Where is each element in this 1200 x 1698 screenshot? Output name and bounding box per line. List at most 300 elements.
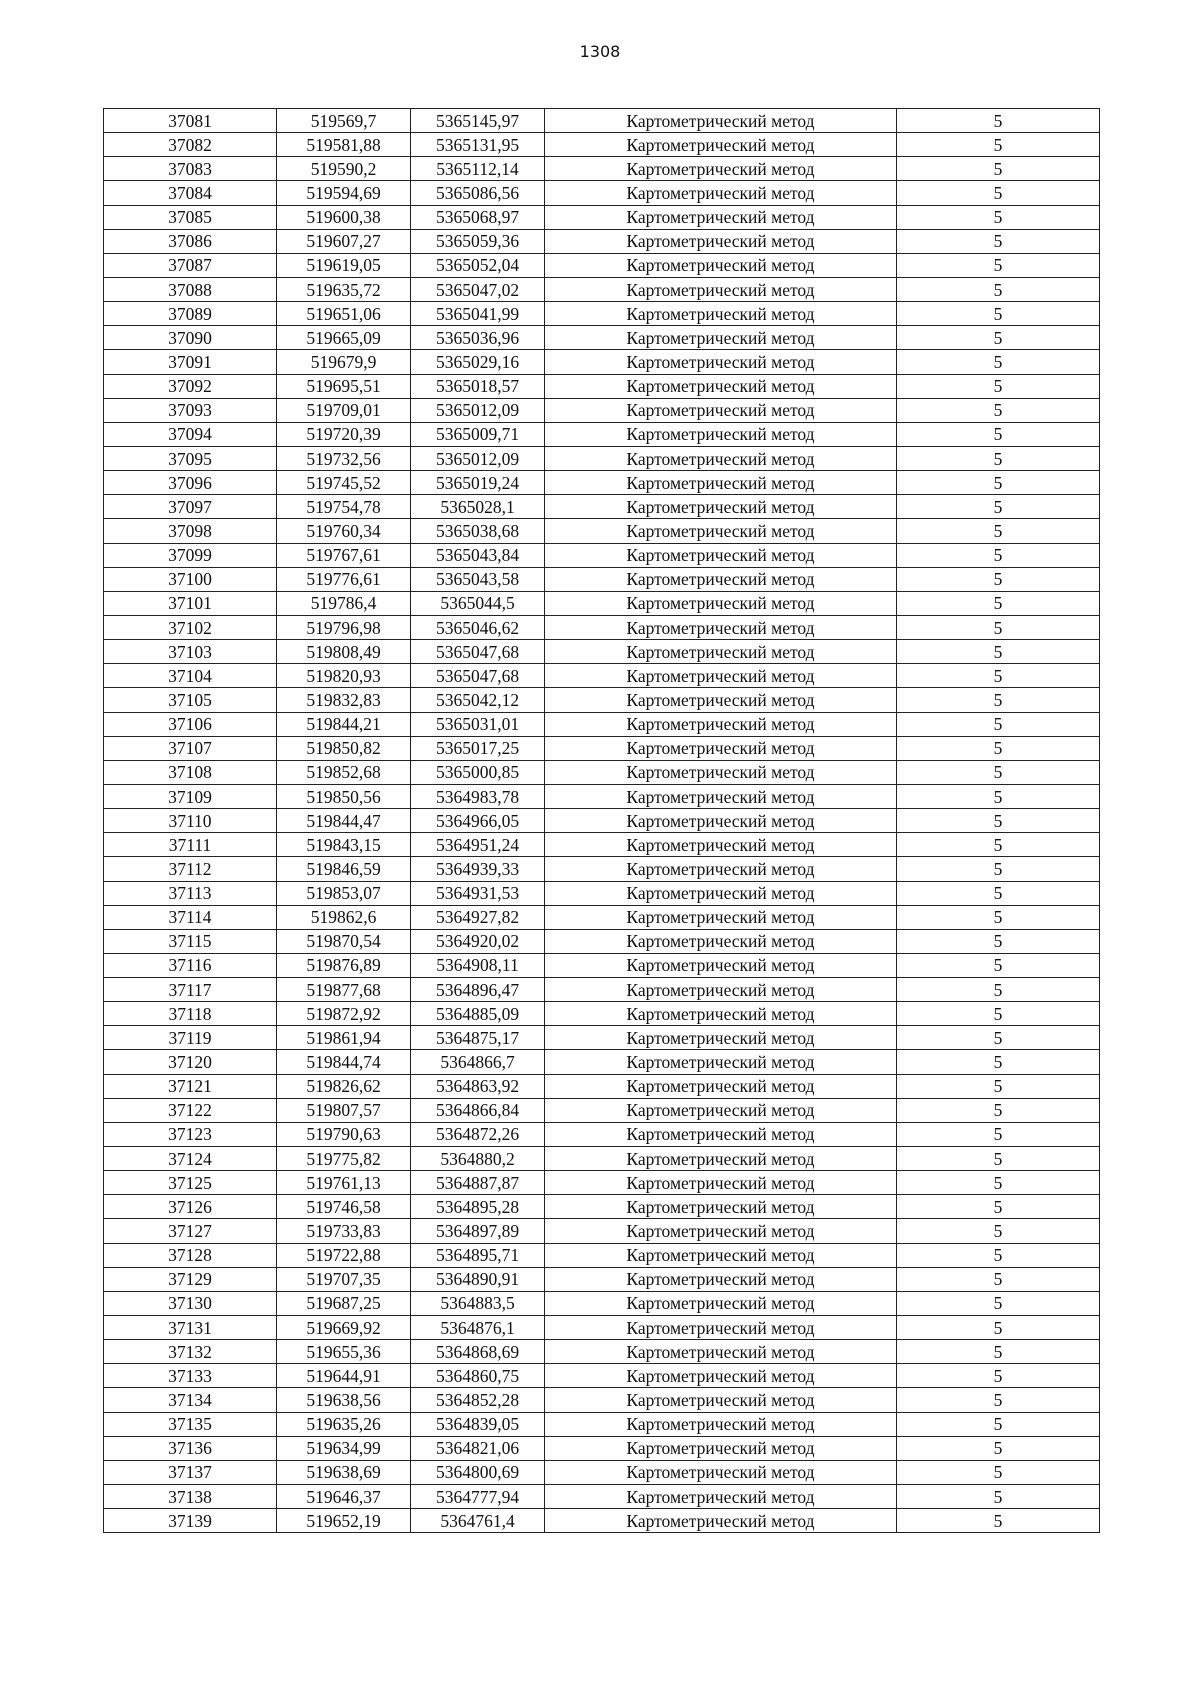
table-row [104,567,1100,591]
x-coordinate-cell: 519594,69 [277,181,411,205]
x-coordinate-cell: 519679,9 [277,350,411,374]
y-coordinate-cell: 5365042,12 [411,688,545,712]
accuracy-cell: 5 [897,736,1100,760]
x-coordinate-cell: 519852,68 [277,760,411,784]
y-coordinate-cell: 5365043,84 [411,543,545,567]
point-number-cell: 37118 [104,1002,277,1026]
method-cell: Картометрический метод [545,1243,897,1267]
y-coordinate-cell: 5364866,84 [411,1098,545,1122]
method-cell: Картометрический метод [545,953,897,977]
accuracy-cell: 5 [897,1219,1100,1243]
table-row [104,519,1100,543]
method-cell: Картометрический метод [545,446,897,470]
y-coordinate-cell: 5365145,97 [411,109,545,133]
table-row [104,326,1100,350]
point-number-cell: 37117 [104,978,277,1002]
point-number-cell: 37089 [104,302,277,326]
accuracy-cell: 5 [897,229,1100,253]
point-number-cell: 37127 [104,1219,277,1243]
table-row [104,978,1100,1002]
accuracy-cell: 5 [897,978,1100,1002]
x-coordinate-cell: 519687,25 [277,1291,411,1315]
accuracy-cell: 5 [897,760,1100,784]
table-row [104,109,1100,133]
point-number-cell: 37119 [104,1026,277,1050]
method-cell: Картометрический метод [545,326,897,350]
table-row [104,181,1100,205]
table-row [104,1291,1100,1315]
y-coordinate-cell: 5364800,69 [411,1460,545,1484]
point-number-cell: 37133 [104,1364,277,1388]
y-coordinate-cell: 5365047,68 [411,664,545,688]
point-number-cell: 37109 [104,784,277,808]
accuracy-cell: 5 [897,1195,1100,1219]
accuracy-cell: 5 [897,1267,1100,1291]
table-row [104,833,1100,857]
point-number-cell: 37125 [104,1171,277,1195]
y-coordinate-cell: 5365052,04 [411,253,545,277]
x-coordinate-cell: 519638,69 [277,1460,411,1484]
point-number-cell: 37082 [104,133,277,157]
y-coordinate-cell: 5364983,78 [411,784,545,808]
y-coordinate-cell: 5364866,7 [411,1050,545,1074]
method-cell: Картометрический метод [545,302,897,326]
point-number-cell: 37123 [104,1122,277,1146]
table-row [104,543,1100,567]
accuracy-cell: 5 [897,1460,1100,1484]
x-coordinate-cell: 519581,88 [277,133,411,157]
accuracy-cell: 5 [897,1026,1100,1050]
table-row [104,664,1100,688]
method-cell: Картометрический метод [545,1388,897,1412]
accuracy-cell: 5 [897,1050,1100,1074]
y-coordinate-cell: 5365041,99 [411,302,545,326]
method-cell: Картометрический метод [545,1291,897,1315]
accuracy-cell: 5 [897,833,1100,857]
x-coordinate-cell: 519634,99 [277,1436,411,1460]
method-cell: Картометрический метод [545,277,897,301]
table-row [104,881,1100,905]
x-coordinate-cell: 519665,09 [277,326,411,350]
point-number-cell: 37096 [104,471,277,495]
point-number-cell: 37088 [104,277,277,301]
y-coordinate-cell: 5365017,25 [411,736,545,760]
y-coordinate-cell: 5364761,4 [411,1509,545,1533]
x-coordinate-cell: 519807,57 [277,1098,411,1122]
accuracy-cell: 5 [897,1074,1100,1098]
x-coordinate-cell: 519767,61 [277,543,411,567]
y-coordinate-cell: 5364908,11 [411,953,545,977]
x-coordinate-cell: 519853,07 [277,881,411,905]
table-row [104,253,1100,277]
point-number-cell: 37106 [104,712,277,736]
method-cell: Картометрический метод [545,181,897,205]
accuracy-cell: 5 [897,1388,1100,1412]
method-cell: Картометрический метод [545,157,897,181]
point-number-cell: 37091 [104,350,277,374]
point-number-cell: 37084 [104,181,277,205]
point-number-cell: 37083 [104,157,277,181]
method-cell: Картометрический метод [545,422,897,446]
y-coordinate-cell: 5364931,53 [411,881,545,905]
x-coordinate-cell: 519733,83 [277,1219,411,1243]
method-cell: Картометрический метод [545,760,897,784]
point-number-cell: 37095 [104,446,277,470]
y-coordinate-cell: 5365036,96 [411,326,545,350]
table-row [104,688,1100,712]
method-cell: Картометрический метод [545,253,897,277]
table-row [104,857,1100,881]
table-row [104,1147,1100,1171]
table-row [104,1460,1100,1484]
table-row [104,1316,1100,1340]
table-row [104,784,1100,808]
y-coordinate-cell: 5364887,87 [411,1171,545,1195]
table-row [104,1267,1100,1291]
method-cell: Картометрический метод [545,519,897,543]
accuracy-cell: 5 [897,374,1100,398]
x-coordinate-cell: 519746,58 [277,1195,411,1219]
table-row [104,1074,1100,1098]
method-cell: Картометрический метод [545,398,897,422]
method-cell: Картометрический метод [545,905,897,929]
point-number-cell: 37135 [104,1412,277,1436]
table-row [104,615,1100,639]
point-number-cell: 37131 [104,1316,277,1340]
point-number-cell: 37124 [104,1147,277,1171]
method-cell: Картометрический метод [545,1026,897,1050]
accuracy-cell: 5 [897,1098,1100,1122]
x-coordinate-cell: 519655,36 [277,1340,411,1364]
table-row [104,1171,1100,1195]
y-coordinate-cell: 5365047,02 [411,277,545,301]
table-row [104,350,1100,374]
point-number-cell: 37111 [104,833,277,857]
point-number-cell: 37081 [104,109,277,133]
y-coordinate-cell: 5364951,24 [411,833,545,857]
accuracy-cell: 5 [897,857,1100,881]
accuracy-cell: 5 [897,1316,1100,1340]
accuracy-cell: 5 [897,109,1100,133]
point-number-cell: 37136 [104,1436,277,1460]
accuracy-cell: 5 [897,1122,1100,1146]
method-cell: Картометрический метод [545,1171,897,1195]
method-cell: Картометрический метод [545,857,897,881]
point-number-cell: 37086 [104,229,277,253]
method-cell: Картометрический метод [545,712,897,736]
accuracy-cell: 5 [897,1243,1100,1267]
table-row [104,905,1100,929]
table-row [104,760,1100,784]
y-coordinate-cell: 5364966,05 [411,809,545,833]
method-cell: Картометрический метод [545,736,897,760]
y-coordinate-cell: 5365131,95 [411,133,545,157]
method-cell: Картометрический метод [545,1412,897,1436]
y-coordinate-cell: 5365029,16 [411,350,545,374]
point-number-cell: 37102 [104,615,277,639]
x-coordinate-cell: 519638,56 [277,1388,411,1412]
page-number: 1308 [579,42,621,61]
accuracy-cell: 5 [897,133,1100,157]
accuracy-cell: 5 [897,664,1100,688]
method-cell: Картометрический метод [545,133,897,157]
accuracy-cell: 5 [897,471,1100,495]
method-cell: Картометрический метод [545,978,897,1002]
accuracy-cell: 5 [897,253,1100,277]
method-cell: Картометрический метод [545,1509,897,1533]
point-number-cell: 37098 [104,519,277,543]
x-coordinate-cell: 519876,89 [277,953,411,977]
accuracy-cell: 5 [897,350,1100,374]
y-coordinate-cell: 5364872,26 [411,1122,545,1146]
y-coordinate-cell: 5364897,89 [411,1219,545,1243]
method-cell: Картометрический метод [545,1219,897,1243]
y-coordinate-cell: 5364927,82 [411,905,545,929]
accuracy-cell: 5 [897,495,1100,519]
x-coordinate-cell: 519707,35 [277,1267,411,1291]
y-coordinate-cell: 5365044,5 [411,591,545,615]
accuracy-cell: 5 [897,1002,1100,1026]
y-coordinate-cell: 5364920,02 [411,929,545,953]
y-coordinate-cell: 5364839,05 [411,1412,545,1436]
point-number-cell: 37092 [104,374,277,398]
y-coordinate-cell: 5364895,28 [411,1195,545,1219]
accuracy-cell: 5 [897,640,1100,664]
table-row [104,229,1100,253]
accuracy-cell: 5 [897,881,1100,905]
table-row [104,471,1100,495]
y-coordinate-cell: 5364883,5 [411,1291,545,1315]
accuracy-cell: 5 [897,1171,1100,1195]
x-coordinate-cell: 519844,21 [277,712,411,736]
y-coordinate-cell: 5365019,24 [411,471,545,495]
point-number-cell: 37116 [104,953,277,977]
method-cell: Картометрический метод [545,615,897,639]
accuracy-cell: 5 [897,181,1100,205]
x-coordinate-cell: 519635,72 [277,277,411,301]
y-coordinate-cell: 5365009,71 [411,422,545,446]
point-number-cell: 37130 [104,1291,277,1315]
x-coordinate-cell: 519786,4 [277,591,411,615]
y-coordinate-cell: 5364821,06 [411,1436,545,1460]
x-coordinate-cell: 519761,13 [277,1171,411,1195]
y-coordinate-cell: 5365038,68 [411,519,545,543]
method-cell: Картометрический метод [545,1316,897,1340]
method-cell: Картометрический метод [545,1485,897,1509]
coordinates-table [103,108,1100,1533]
x-coordinate-cell: 519843,15 [277,833,411,857]
accuracy-cell: 5 [897,905,1100,929]
accuracy-cell: 5 [897,326,1100,350]
method-cell: Картометрический метод [545,543,897,567]
y-coordinate-cell: 5365059,36 [411,229,545,253]
method-cell: Картометрический метод [545,495,897,519]
accuracy-cell: 5 [897,712,1100,736]
y-coordinate-cell: 5364860,75 [411,1364,545,1388]
table-row [104,398,1100,422]
accuracy-cell: 5 [897,1291,1100,1315]
y-coordinate-cell: 5364939,33 [411,857,545,881]
x-coordinate-cell: 519862,6 [277,905,411,929]
table-row [104,1436,1100,1460]
x-coordinate-cell: 519732,56 [277,446,411,470]
point-number-cell: 37132 [104,1340,277,1364]
x-coordinate-cell: 519861,94 [277,1026,411,1050]
accuracy-cell: 5 [897,302,1100,326]
table-row [104,1195,1100,1219]
point-number-cell: 37129 [104,1267,277,1291]
accuracy-cell: 5 [897,1147,1100,1171]
method-cell: Картометрический метод [545,1436,897,1460]
table-row [104,446,1100,470]
table-row [104,1243,1100,1267]
y-coordinate-cell: 5364880,2 [411,1147,545,1171]
y-coordinate-cell: 5365012,09 [411,398,545,422]
method-cell: Картометрический метод [545,640,897,664]
x-coordinate-cell: 519850,82 [277,736,411,760]
point-number-cell: 37139 [104,1509,277,1533]
point-number-cell: 37105 [104,688,277,712]
accuracy-cell: 5 [897,1412,1100,1436]
accuracy-cell: 5 [897,277,1100,301]
x-coordinate-cell: 519590,2 [277,157,411,181]
coordinates-table-body [104,109,1100,1533]
table-row [104,302,1100,326]
accuracy-cell: 5 [897,809,1100,833]
table-row [104,1050,1100,1074]
point-number-cell: 37085 [104,205,277,229]
x-coordinate-cell: 519709,01 [277,398,411,422]
point-number-cell: 37097 [104,495,277,519]
x-coordinate-cell: 519775,82 [277,1147,411,1171]
method-cell: Картометрический метод [545,1122,897,1146]
method-cell: Картометрический метод [545,350,897,374]
y-coordinate-cell: 5365012,09 [411,446,545,470]
accuracy-cell: 5 [897,446,1100,470]
y-coordinate-cell: 5364852,28 [411,1388,545,1412]
method-cell: Картометрический метод [545,1340,897,1364]
table-row [104,1509,1100,1533]
method-cell: Картометрический метод [545,229,897,253]
accuracy-cell: 5 [897,1509,1100,1533]
table-row [104,1002,1100,1026]
accuracy-cell: 5 [897,1485,1100,1509]
x-coordinate-cell: 519776,61 [277,567,411,591]
method-cell: Картометрический метод [545,688,897,712]
y-coordinate-cell: 5365086,56 [411,181,545,205]
point-number-cell: 37090 [104,326,277,350]
accuracy-cell: 5 [897,615,1100,639]
y-coordinate-cell: 5364896,47 [411,978,545,1002]
table-row [104,1219,1100,1243]
point-number-cell: 37099 [104,543,277,567]
table-row [104,422,1100,446]
point-number-cell: 37101 [104,591,277,615]
method-cell: Картометрический метод [545,591,897,615]
y-coordinate-cell: 5365031,01 [411,712,545,736]
method-cell: Картометрический метод [545,471,897,495]
method-cell: Картометрический метод [545,1098,897,1122]
table-row [104,133,1100,157]
table-row [104,157,1100,181]
table-row [104,640,1100,664]
x-coordinate-cell: 519790,63 [277,1122,411,1146]
y-coordinate-cell: 5364885,09 [411,1002,545,1026]
point-number-cell: 37110 [104,809,277,833]
x-coordinate-cell: 519877,68 [277,978,411,1002]
accuracy-cell: 5 [897,422,1100,446]
point-number-cell: 37138 [104,1485,277,1509]
x-coordinate-cell: 519846,59 [277,857,411,881]
x-coordinate-cell: 519872,92 [277,1002,411,1026]
table-row [104,809,1100,833]
point-number-cell: 37128 [104,1243,277,1267]
point-number-cell: 37093 [104,398,277,422]
x-coordinate-cell: 519652,19 [277,1509,411,1533]
x-coordinate-cell: 519844,74 [277,1050,411,1074]
x-coordinate-cell: 519820,93 [277,664,411,688]
table-row [104,591,1100,615]
table-row [104,1485,1100,1509]
point-number-cell: 37108 [104,760,277,784]
method-cell: Картометрический метод [545,205,897,229]
x-coordinate-cell: 519870,54 [277,929,411,953]
x-coordinate-cell: 519619,05 [277,253,411,277]
y-coordinate-cell: 5364890,91 [411,1267,545,1291]
table-row [104,1364,1100,1388]
method-cell: Картометрический метод [545,567,897,591]
method-cell: Картометрический метод [545,833,897,857]
table-row [104,953,1100,977]
x-coordinate-cell: 519651,06 [277,302,411,326]
point-number-cell: 37114 [104,905,277,929]
method-cell: Картометрический метод [545,664,897,688]
accuracy-cell: 5 [897,398,1100,422]
point-number-cell: 37103 [104,640,277,664]
method-cell: Картометрический метод [545,1002,897,1026]
table-row [104,374,1100,398]
method-cell: Картометрический метод [545,1195,897,1219]
y-coordinate-cell: 5365047,68 [411,640,545,664]
method-cell: Картометрический метод [545,1147,897,1171]
y-coordinate-cell: 5364895,71 [411,1243,545,1267]
method-cell: Картометрический метод [545,1460,897,1484]
x-coordinate-cell: 519635,26 [277,1412,411,1436]
x-coordinate-cell: 519646,37 [277,1485,411,1509]
x-coordinate-cell: 519850,56 [277,784,411,808]
x-coordinate-cell: 519607,27 [277,229,411,253]
x-coordinate-cell: 519826,62 [277,1074,411,1098]
y-coordinate-cell: 5364868,69 [411,1340,545,1364]
table-row [104,495,1100,519]
accuracy-cell: 5 [897,543,1100,567]
method-cell: Картометрический метод [545,109,897,133]
y-coordinate-cell: 5365068,97 [411,205,545,229]
x-coordinate-cell: 519844,47 [277,809,411,833]
y-coordinate-cell: 5365000,85 [411,760,545,784]
table-row [104,1026,1100,1050]
x-coordinate-cell: 519745,52 [277,471,411,495]
table-row [104,205,1100,229]
accuracy-cell: 5 [897,953,1100,977]
accuracy-cell: 5 [897,591,1100,615]
method-cell: Картометрический метод [545,1050,897,1074]
table-row [104,1098,1100,1122]
point-number-cell: 37112 [104,857,277,881]
method-cell: Картометрический метод [545,784,897,808]
table-row [104,1122,1100,1146]
table-row [104,1388,1100,1412]
